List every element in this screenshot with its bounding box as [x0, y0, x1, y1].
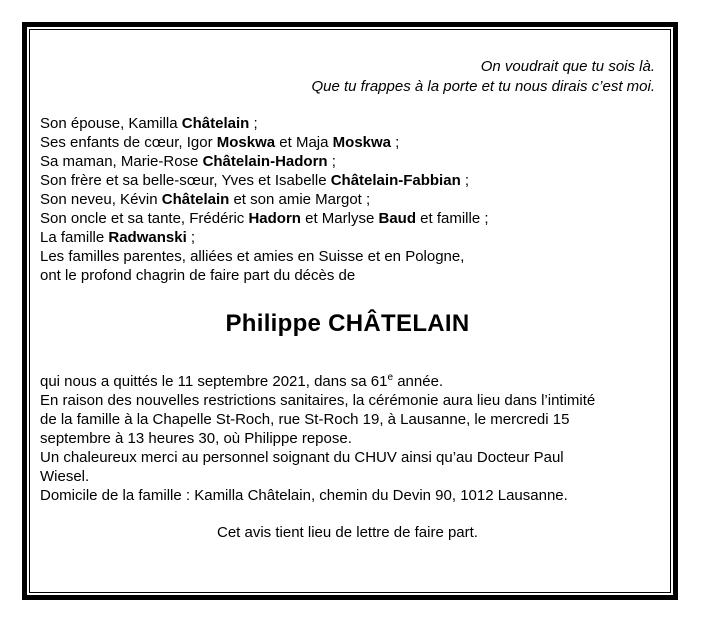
text-line: Ses enfants de cœur, Igor Moskwa et Maja Moskwa ; [40, 134, 400, 151]
notice-content [30, 30, 670, 542]
deceased-name: Philippe CHÂTELAIN [225, 310, 470, 337]
text-line: Son oncle et sa tante, Frédéric Hadorn et Marlyse Baud et famille ; [40, 210, 489, 227]
text-line: Que tu frappes à la porte et tu nous dirais c’est moi. [311, 78, 655, 95]
notice-outer-border [22, 22, 678, 600]
notice-inner-border [29, 29, 671, 593]
text-line: Sa maman, Marie-Rose Châtelain-Hadorn ; [40, 153, 336, 170]
closing-line: Cet avis tient lieu de lettre de faire part. [217, 524, 478, 541]
text-line: septembre à 13 heures 30, où Philippe repose. [40, 430, 352, 447]
text-line: qui nous a quittés le 11 septembre 2021, dans sa 61e année. [40, 372, 444, 390]
text-line: La famille Radwanski ; [40, 229, 196, 246]
text-line: On voudrait que tu sois là. [480, 58, 655, 75]
text-line: Un chaleureux merci au personnel soignant du CHUV ainsi qu’au Docteur Paul [40, 449, 564, 466]
text-line: Son neveu, Kévin Châtelain et son amie Margot ; [40, 191, 371, 208]
text-line: Domicile de la famille : Kamilla Châtelain, chemin du Devin 90, 1012 Lausanne. [40, 487, 568, 504]
text-line: En raison des nouvelles restrictions sanitaires, la cérémonie aura lieu dans l’intimité [40, 392, 596, 409]
epigraph-quote [40, 57, 655, 97]
text-line: Les familles parentes, alliées et amies en Suisse et en Pologne, [40, 248, 465, 265]
text-line: Son épouse, Kamilla Châtelain ; [40, 115, 258, 132]
text-line: Wiesel. [40, 468, 90, 485]
text-line: ont le profond chagrin de faire part du décès de [40, 267, 356, 284]
text-line: Son frère et sa belle-sœur, Yves et Isabelle Châtelain-Fabbian ; [40, 172, 470, 189]
text-line: de la famille à la Chapelle St-Roch, rue St-Roch 19, à Lausanne, le mercredi 15 [40, 411, 570, 428]
funeral-details [40, 372, 655, 505]
family-list [40, 114, 655, 285]
